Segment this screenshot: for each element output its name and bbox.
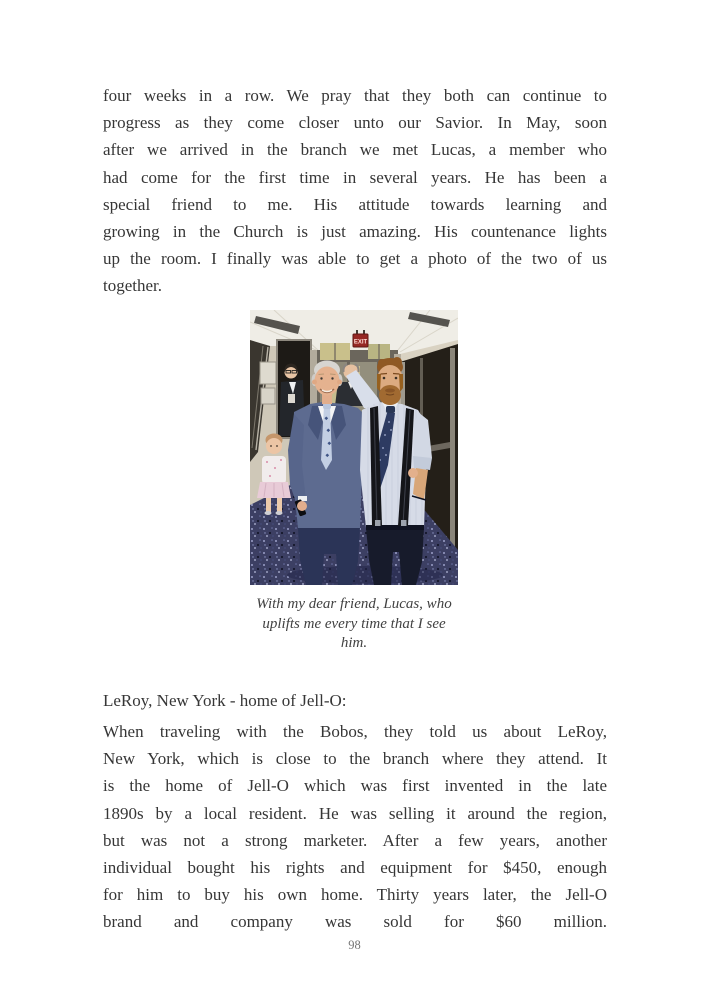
text-line: is the home of Jell-O which was first invented in the late bbox=[103, 776, 607, 796]
text-line: four weeks in a row. We pray that they both can continue to bbox=[103, 86, 607, 105]
photo-figure bbox=[250, 310, 458, 654]
text-line: uplifts me every time that I see bbox=[262, 615, 446, 632]
photo-caption bbox=[250, 595, 458, 654]
wall-plaque bbox=[260, 362, 276, 384]
text-line: together. bbox=[103, 276, 163, 296]
text-line: With my dear friend, Lucas, who bbox=[256, 596, 452, 612]
exit-sign-label: EXIT bbox=[353, 339, 368, 346]
text-line: special friend to me. His attitude towards learning and bbox=[103, 194, 607, 214]
text-line: had come for the first time in several years. He has been a bbox=[103, 167, 607, 187]
photo bbox=[250, 310, 458, 585]
intro-paragraph bbox=[103, 82, 607, 300]
text-line: individual bought his rights and equipment for $450, enough bbox=[103, 858, 607, 878]
wall-plaque bbox=[261, 388, 275, 404]
section-heading: LeRoy, New York - home of Jell-O: bbox=[103, 691, 347, 710]
text-line: New York, which is close to the branch where they attend. It bbox=[103, 749, 607, 769]
page-number: 98 bbox=[348, 938, 361, 952]
text-line: but was not a strong marketer. After a few years, another bbox=[103, 830, 607, 850]
older-man-hand bbox=[408, 468, 418, 478]
text-line: after we arrived in the branch we met Lucas, a member who bbox=[103, 140, 607, 160]
text-line: 1890s by a local resident. He was selling it around the region, bbox=[103, 803, 607, 823]
text-line: him. bbox=[340, 635, 368, 651]
text-line: up the room. I finally was able to get a photo of the two of us bbox=[103, 249, 607, 269]
text-line: growing in the Church is just amazing. His countenance lights bbox=[103, 222, 607, 242]
text-line: for him to buy his own home. Thirty years later, the Jell-O bbox=[103, 885, 607, 905]
text-line: progress as they come closer unto our Savior. In May, soon bbox=[103, 113, 607, 133]
text-line: brand and company was sold for $60 million. bbox=[103, 912, 607, 932]
jello-paragraph bbox=[103, 718, 607, 936]
text-line: When traveling with the Bobos, they told us about LeRoy, bbox=[103, 722, 607, 741]
